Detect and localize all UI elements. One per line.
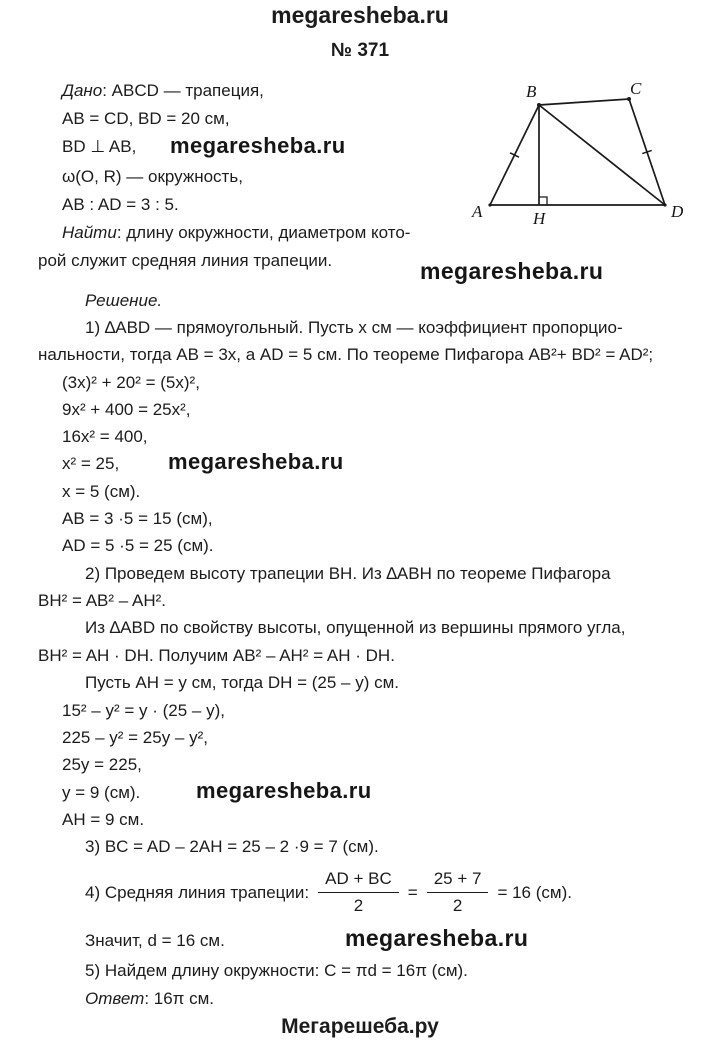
- given-label-rest: : ABCD — трапеция,: [102, 81, 264, 100]
- equation-9: 225 – y² = 25y – y²,: [62, 728, 208, 747]
- step2-line-4: BH² = AH · DH. Получим AB² – AH² = AH · DH.: [38, 646, 395, 665]
- step5-line: 5) Найдем длину окружности: C = πd = 16π (см).: [85, 961, 468, 980]
- watermark-inline-5: megaresheba.ru: [345, 925, 529, 951]
- site-watermark-footer: Мегарешеба.ру: [281, 1015, 439, 1038]
- equation-7: AD = 5 ·5 = 25 (см).: [62, 536, 214, 555]
- solution-title: Решение.: [85, 291, 163, 310]
- step3-line: 3) BC = AD – 2AH = 25 – 2 ·9 = 7 (см).: [85, 837, 379, 856]
- vertex-dot-d: [663, 203, 666, 206]
- find-line-2: рой служит средняя линия трапеции.: [38, 251, 333, 270]
- given-line-bd-perp: BD ⊥ AB,: [62, 137, 137, 156]
- given-line-trapezoid: [62, 80, 264, 102]
- watermark-inline-3: megaresheba.ru: [168, 449, 344, 474]
- equation-10: 25y = 225,: [62, 755, 142, 774]
- given-line-circle: ω(O, R) — окружность,: [62, 167, 243, 186]
- vertex-dot-a: [488, 203, 491, 206]
- equation-1: (3x)² + 20² = (5x)²,: [62, 373, 200, 392]
- watermark-inline-4: megaresheba.ru: [196, 778, 372, 803]
- conclusion-d-line: Значит, d = 16 см.: [85, 931, 225, 950]
- find-line-1: [62, 222, 410, 244]
- equation-8: 15² – y² = y · (25 – y),: [62, 701, 225, 720]
- trapezoid-outline: [490, 99, 665, 205]
- step2-line-2: BH² = AB² – AH².: [38, 591, 167, 610]
- equals-sign: =: [407, 882, 418, 902]
- step2-line-1: 2) Проведем высоту трапеции BH. Из ∆ABH по теореме Пифагора: [85, 564, 611, 583]
- vertex-dot-b: [537, 103, 541, 107]
- vertex-label-d: D: [671, 202, 684, 221]
- step2-line-5: Пусть AH = y см, тогда DH = (25 – y) см.: [85, 673, 400, 692]
- diagonal-bd: [539, 105, 665, 205]
- given-line-ratio: AB : AD = 3 : 5.: [62, 195, 179, 214]
- equation-2: 9x² + 400 = 25x²,: [62, 400, 191, 419]
- trapezoid-diagram: [468, 80, 708, 240]
- step1-line-2: нальности, тогда AB = 3x, а AD = 5 см. По теореме Пифагора AB²+ BD² = AD²;: [38, 345, 654, 364]
- equation-6: AB = 3 ·5 = 15 (см),: [62, 509, 213, 528]
- vertex-label-b: B: [526, 82, 537, 101]
- equation-12: AH = 9 см.: [62, 810, 145, 829]
- find-label: Найти: [62, 223, 117, 242]
- equation-11: y = 9 (см).: [62, 783, 141, 802]
- problem-number: № 371: [330, 40, 390, 61]
- answer-line: [85, 988, 214, 1010]
- equation-5: x = 5 (см).: [62, 482, 141, 501]
- vertex-label-a: A: [472, 202, 483, 221]
- fraction-1-numerator: AD + BC: [318, 868, 399, 893]
- fraction-1-denominator: 2: [353, 896, 364, 915]
- site-watermark-header: megaresheba.ru: [271, 2, 449, 28]
- equation-3: 16x² = 400,: [62, 427, 148, 446]
- given-label: Дано: [62, 81, 103, 100]
- fraction-midline-symbolic: [318, 868, 399, 917]
- fraction-2-denominator: 2: [452, 896, 463, 915]
- fraction-midline-numeric: [427, 868, 489, 917]
- watermark-inline-1: megaresheba.ru: [170, 133, 346, 158]
- step1-line-1: 1) ∆ABD — прямоугольный. Пусть x см — коэффициент пропорцио-: [85, 318, 623, 337]
- answer-label: Ответ: [85, 989, 145, 1008]
- right-angle-mark: [539, 197, 547, 205]
- answer-value: : 16π см.: [144, 989, 215, 1008]
- equation-4: x² = 25,: [62, 454, 120, 473]
- step4-line: [85, 868, 572, 917]
- vertex-label-h: H: [533, 209, 546, 228]
- step4-result: = 16 (см).: [497, 882, 572, 902]
- watermark-inline-2: megaresheba.ru: [420, 258, 604, 284]
- step4-prefix: 4) Средняя линия трапеции:: [85, 882, 310, 902]
- given-line-ab-cd: AB = CD, BD = 20 см,: [62, 109, 230, 128]
- step2-line-3: Из ∆ABD по свойству высоты, опущенной из вершины прямого угла,: [85, 618, 626, 637]
- find-label-rest: : длину окружности, диаметром кото-: [116, 223, 411, 242]
- vertex-label-c: C: [630, 80, 642, 98]
- fraction-2-numerator: 25 + 7: [427, 868, 489, 893]
